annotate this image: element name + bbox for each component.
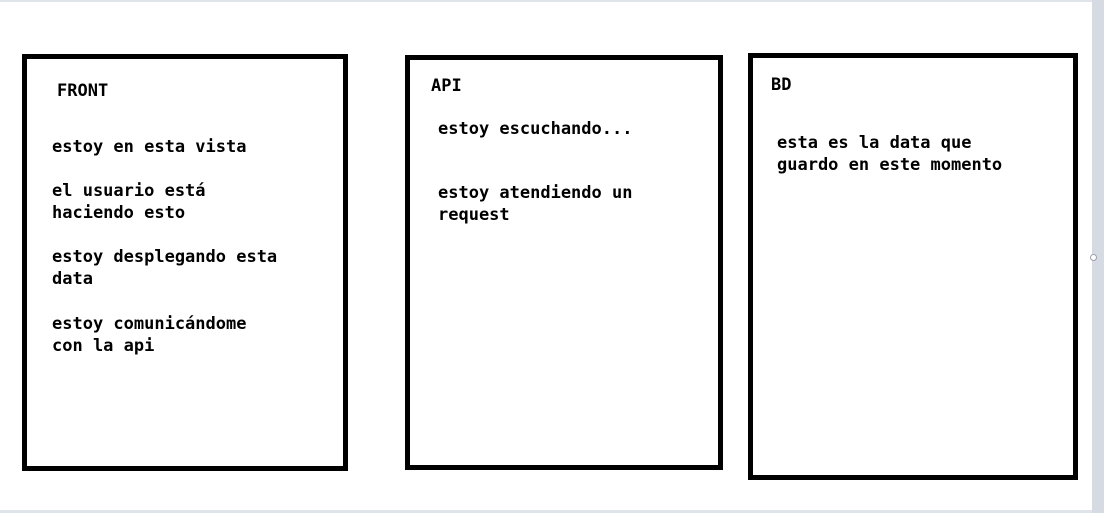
bd-line: esta es la data que	[777, 133, 972, 153]
api-line: estoy escuchando...	[438, 119, 633, 139]
api-box	[405, 55, 723, 470]
api-line: request	[438, 205, 510, 225]
bd-title: BD	[771, 75, 792, 95]
front-line: haciendo esto	[52, 203, 186, 223]
bd-box	[748, 53, 1078, 480]
front-line: el usuario está	[52, 181, 206, 201]
front-line: estoy comunicándome	[52, 314, 247, 334]
front-line: con la api	[52, 336, 155, 356]
front-line: data	[52, 269, 93, 289]
front-box	[22, 54, 348, 471]
api-line: estoy atendiendo un	[438, 183, 633, 203]
resize-handle[interactable]	[1090, 254, 1097, 261]
front-title: FRONT	[57, 81, 109, 101]
front-line: estoy en esta vista	[52, 137, 247, 157]
front-line: estoy desplegando esta	[52, 247, 278, 267]
api-title: API	[431, 76, 462, 96]
bd-line: guardo en este momento	[777, 155, 1003, 175]
